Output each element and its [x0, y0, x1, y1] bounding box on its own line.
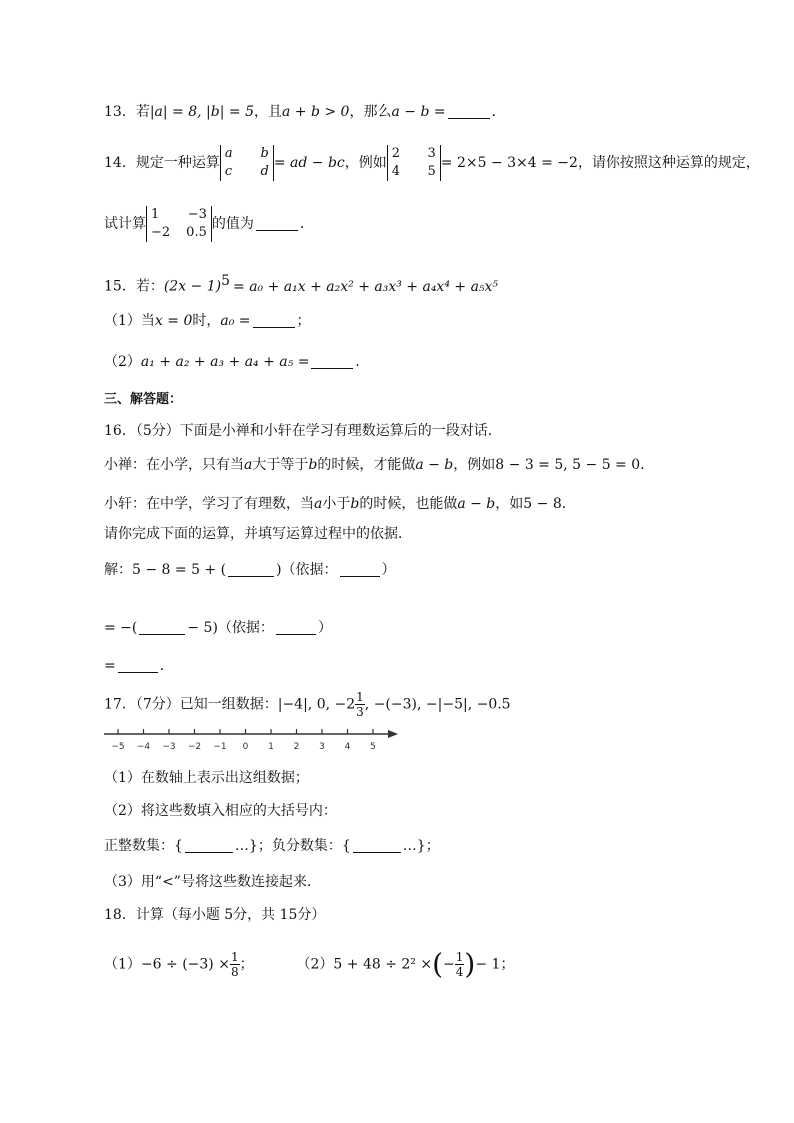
q16-xc-op: a − b [415, 457, 454, 473]
q13-mid: ，且 [253, 104, 282, 120]
q15-p1-cond: x = 0 [154, 313, 193, 329]
q17-positive-integer-label: 正整数集： [104, 838, 174, 854]
q16-xx-b: b [350, 496, 360, 512]
q18-s2-tail: − 1 [475, 956, 501, 973]
q17-part-3: （3）用“<”号将这些数连接起来． [104, 874, 321, 890]
q18-s2-pre: （2） [296, 956, 334, 973]
q17-part-2: （2）将这些数填入相应的大括号内： [104, 803, 337, 819]
q14-line2-pre: 试计算 [104, 216, 146, 232]
number-line-ticks [111, 729, 376, 752]
q16-basis-1-open: （依据： [281, 562, 338, 578]
number-line-arrow [388, 730, 398, 738]
q15-label: 15．若： [104, 278, 164, 295]
q18-s2-end: ； [500, 956, 515, 973]
q16-sol1-expr: 5 − 8 = 5 + ( [132, 562, 227, 578]
q13-label: 13．若 [104, 104, 150, 120]
q14-example-label: ，例如 [344, 155, 387, 171]
q15-p2-pre: （2） [104, 354, 141, 370]
q16-xc-mid: 大于等于 [252, 457, 309, 473]
question-16: 16．（5分）下面是小禅和小轩在学习有理数运算后的一段对话． [104, 423, 502, 439]
q16-xx-mid2: 的时候，也能做 [359, 496, 458, 512]
q16-solution-step-2 [104, 618, 332, 638]
q14-line2-post: 的值为 [211, 216, 254, 232]
q14-example-matrix: 2 3 4 5 [387, 145, 441, 181]
q14-end: ． [299, 216, 314, 232]
q16-xiaoxuan-line [104, 494, 576, 514]
q17-brace-right-2: …} [402, 838, 426, 854]
q15-p2-ask: a₁ + a₂ + a₃ + a₄ + a₅ = [140, 354, 310, 370]
q17-brace-left-2: { [341, 838, 351, 854]
q16-xc-b: b [308, 457, 318, 473]
q16-solution-step-1 [104, 560, 396, 580]
q18-s2-paren-close: ) [464, 947, 476, 981]
q14-tail: ，请你按照这种运算的规定， [577, 155, 760, 171]
number-line-tick-label: −4 [136, 742, 151, 752]
q16-xx-op: a − b [457, 496, 496, 512]
q16-basis-2-close: ） [317, 620, 332, 636]
q15-p2-answer-blank[interactable] [311, 353, 353, 369]
question-14 [104, 145, 760, 181]
question-18: 18．计算（每小题 5分，共 15分） [104, 907, 326, 923]
q17-data-part-2: , −(−3), −|−5|, −0.5 [364, 696, 511, 713]
number-line-tick-label: 2 [293, 742, 300, 752]
q16-sol3-end: ． [159, 658, 174, 674]
q16-xc-end: ． [640, 457, 655, 473]
question-13 [104, 102, 506, 122]
q14-answer-blank[interactable] [256, 215, 298, 231]
question-15 [104, 271, 498, 297]
q16-step1-blank[interactable] [228, 561, 274, 577]
q18-s2-paren-open: ( [432, 947, 444, 981]
q14-definition-matrix: a b c d [220, 145, 274, 181]
q13-answer-blank[interactable] [448, 103, 490, 119]
q14-calc-matrix: 1 −3 −2 0.5 [146, 206, 212, 242]
q16-xx-example: 5 − 8 [523, 496, 562, 512]
q16-xc-example: 8 − 3 = 5, 5 − 5 = 0 [495, 457, 641, 473]
q15-power: 5 [221, 273, 231, 289]
question-14-line-2 [104, 206, 314, 242]
q18-s1-fraction: $\frac{1}{8}$ [230, 950, 239, 979]
q16-xc-a: a [244, 457, 253, 473]
q13-condition-2: a + b > 0 [281, 104, 350, 120]
number-line-tick-label: −3 [162, 742, 176, 752]
number-line-tick-label: −5 [111, 742, 125, 752]
q18-s1-end: ； [239, 956, 254, 973]
q16-xc-mid3: ，例如 [453, 457, 496, 473]
q17-brace-right-1: …} [234, 838, 258, 854]
number-line-tick-label: −1 [213, 742, 227, 752]
q15-p1-ask: a₀ = [220, 313, 251, 329]
number-line[interactable] [104, 726, 404, 756]
q16-xx-a: a [314, 496, 323, 512]
q16-step2-blank[interactable] [139, 619, 185, 635]
q17-negative-fraction-label: ；负分数集： [257, 838, 342, 854]
q13-end: ． [491, 104, 506, 120]
q16-sol2-mid: − 5) [187, 620, 218, 636]
q15-p1-end: ； [296, 313, 311, 329]
number-line-tick-label: 5 [370, 742, 376, 752]
number-line-tick-label: 3 [319, 742, 325, 752]
q16-sol3-expr: = [104, 658, 116, 674]
q17-set-end: ； [425, 838, 440, 854]
q16-xx-pre: 小轩：在中学，学习了有理数，当 [104, 496, 314, 512]
q16-sol2-expr: = −( [104, 620, 138, 636]
q15-p1-answer-blank[interactable] [253, 312, 295, 328]
q16-xc-pre: 小禅：在小学，只有当 [104, 457, 244, 473]
q16-step3-blank[interactable] [118, 657, 158, 673]
q18-s2-expr: 5 + 48 ÷ 2² × [333, 956, 433, 973]
question-15-part-1 [104, 311, 311, 331]
q18-s1-expr: −6 ÷ (−3) × [140, 956, 230, 973]
q16-xc-mid2: 的时候，才能做 [317, 457, 416, 473]
number-line-tick-label: 4 [344, 742, 351, 752]
q18-s2-fraction: $\frac{1}{4}$ [455, 950, 464, 979]
q16-xx-mid3: ，如 [495, 496, 524, 512]
q16-xx-end: ． [561, 496, 576, 512]
q13-mid-2: ，那么 [349, 104, 392, 120]
q16-basis-1-blank[interactable] [340, 561, 380, 577]
q18-s1-pre: （1） [104, 956, 141, 973]
q18-subproblems: （1）−6 ÷ (−3) × $\frac{1}{8}$ ； （2）5 + 48 ÷ 2² ×(− $\frac{1}{4}$ )− 1； [104, 947, 515, 981]
q16-instruction: 请你完成下面的运算，并填写运算过程中的依据． [104, 526, 412, 542]
q17-sets-line [104, 836, 440, 856]
q16-sol1-pre: 解： [104, 562, 132, 578]
q16-sol1-close: ) [276, 562, 282, 578]
q15-p1-pre: （1）当 [104, 313, 155, 329]
q17-positive-integer-blank[interactable] [185, 837, 233, 853]
question-15-part-2 [104, 352, 369, 372]
number-line-tick-label: 0 [242, 742, 249, 752]
q15-lhs: (2x − 1) [163, 278, 222, 295]
q17-negative-fraction-blank[interactable] [353, 837, 401, 853]
q14-label: 14．规定一种运算 [104, 155, 220, 171]
q13-ask: a − b = [391, 104, 446, 120]
q17-brace-left-1: { [174, 838, 183, 854]
q15-rhs: = a₀ + a₁x + a₂x² + a₃x³ + a₄x⁴ + a₅x⁵ [233, 278, 499, 295]
section-3-heading: 三、解答题： [104, 392, 183, 407]
q16-basis-1-close: ） [381, 562, 396, 578]
q14-example-rhs: = 2×5 − 3×4 = −2 [440, 155, 578, 171]
q17-data-part-1: |−4|, 0, −2 [277, 696, 356, 713]
q17-mixed-fraction: $\frac{1}{3}$ [356, 690, 364, 719]
question-17 [104, 690, 511, 719]
q16-basis-2-open: （依据： [217, 620, 274, 636]
number-line-tick-label: 1 [268, 742, 274, 752]
q16-xiaochan-line [104, 455, 654, 475]
q17-part-1: （1）在数轴上表示出这组数据； [104, 770, 309, 786]
q13-condition: |a| = 8, |b| = 5 [149, 104, 254, 120]
q15-p1-mid: 时， [192, 313, 221, 329]
q16-solution-step-3 [104, 656, 174, 676]
q14-definition-rhs: = ad − bc [273, 155, 345, 171]
q15-p2-end: ． [355, 354, 370, 370]
number-line-tick-label: −2 [187, 742, 202, 752]
q17-label: 17．（7分）已知一组数据： [104, 696, 278, 713]
q16-basis-2-blank[interactable] [276, 619, 316, 635]
q16-xx-mid: 小于 [322, 496, 351, 512]
